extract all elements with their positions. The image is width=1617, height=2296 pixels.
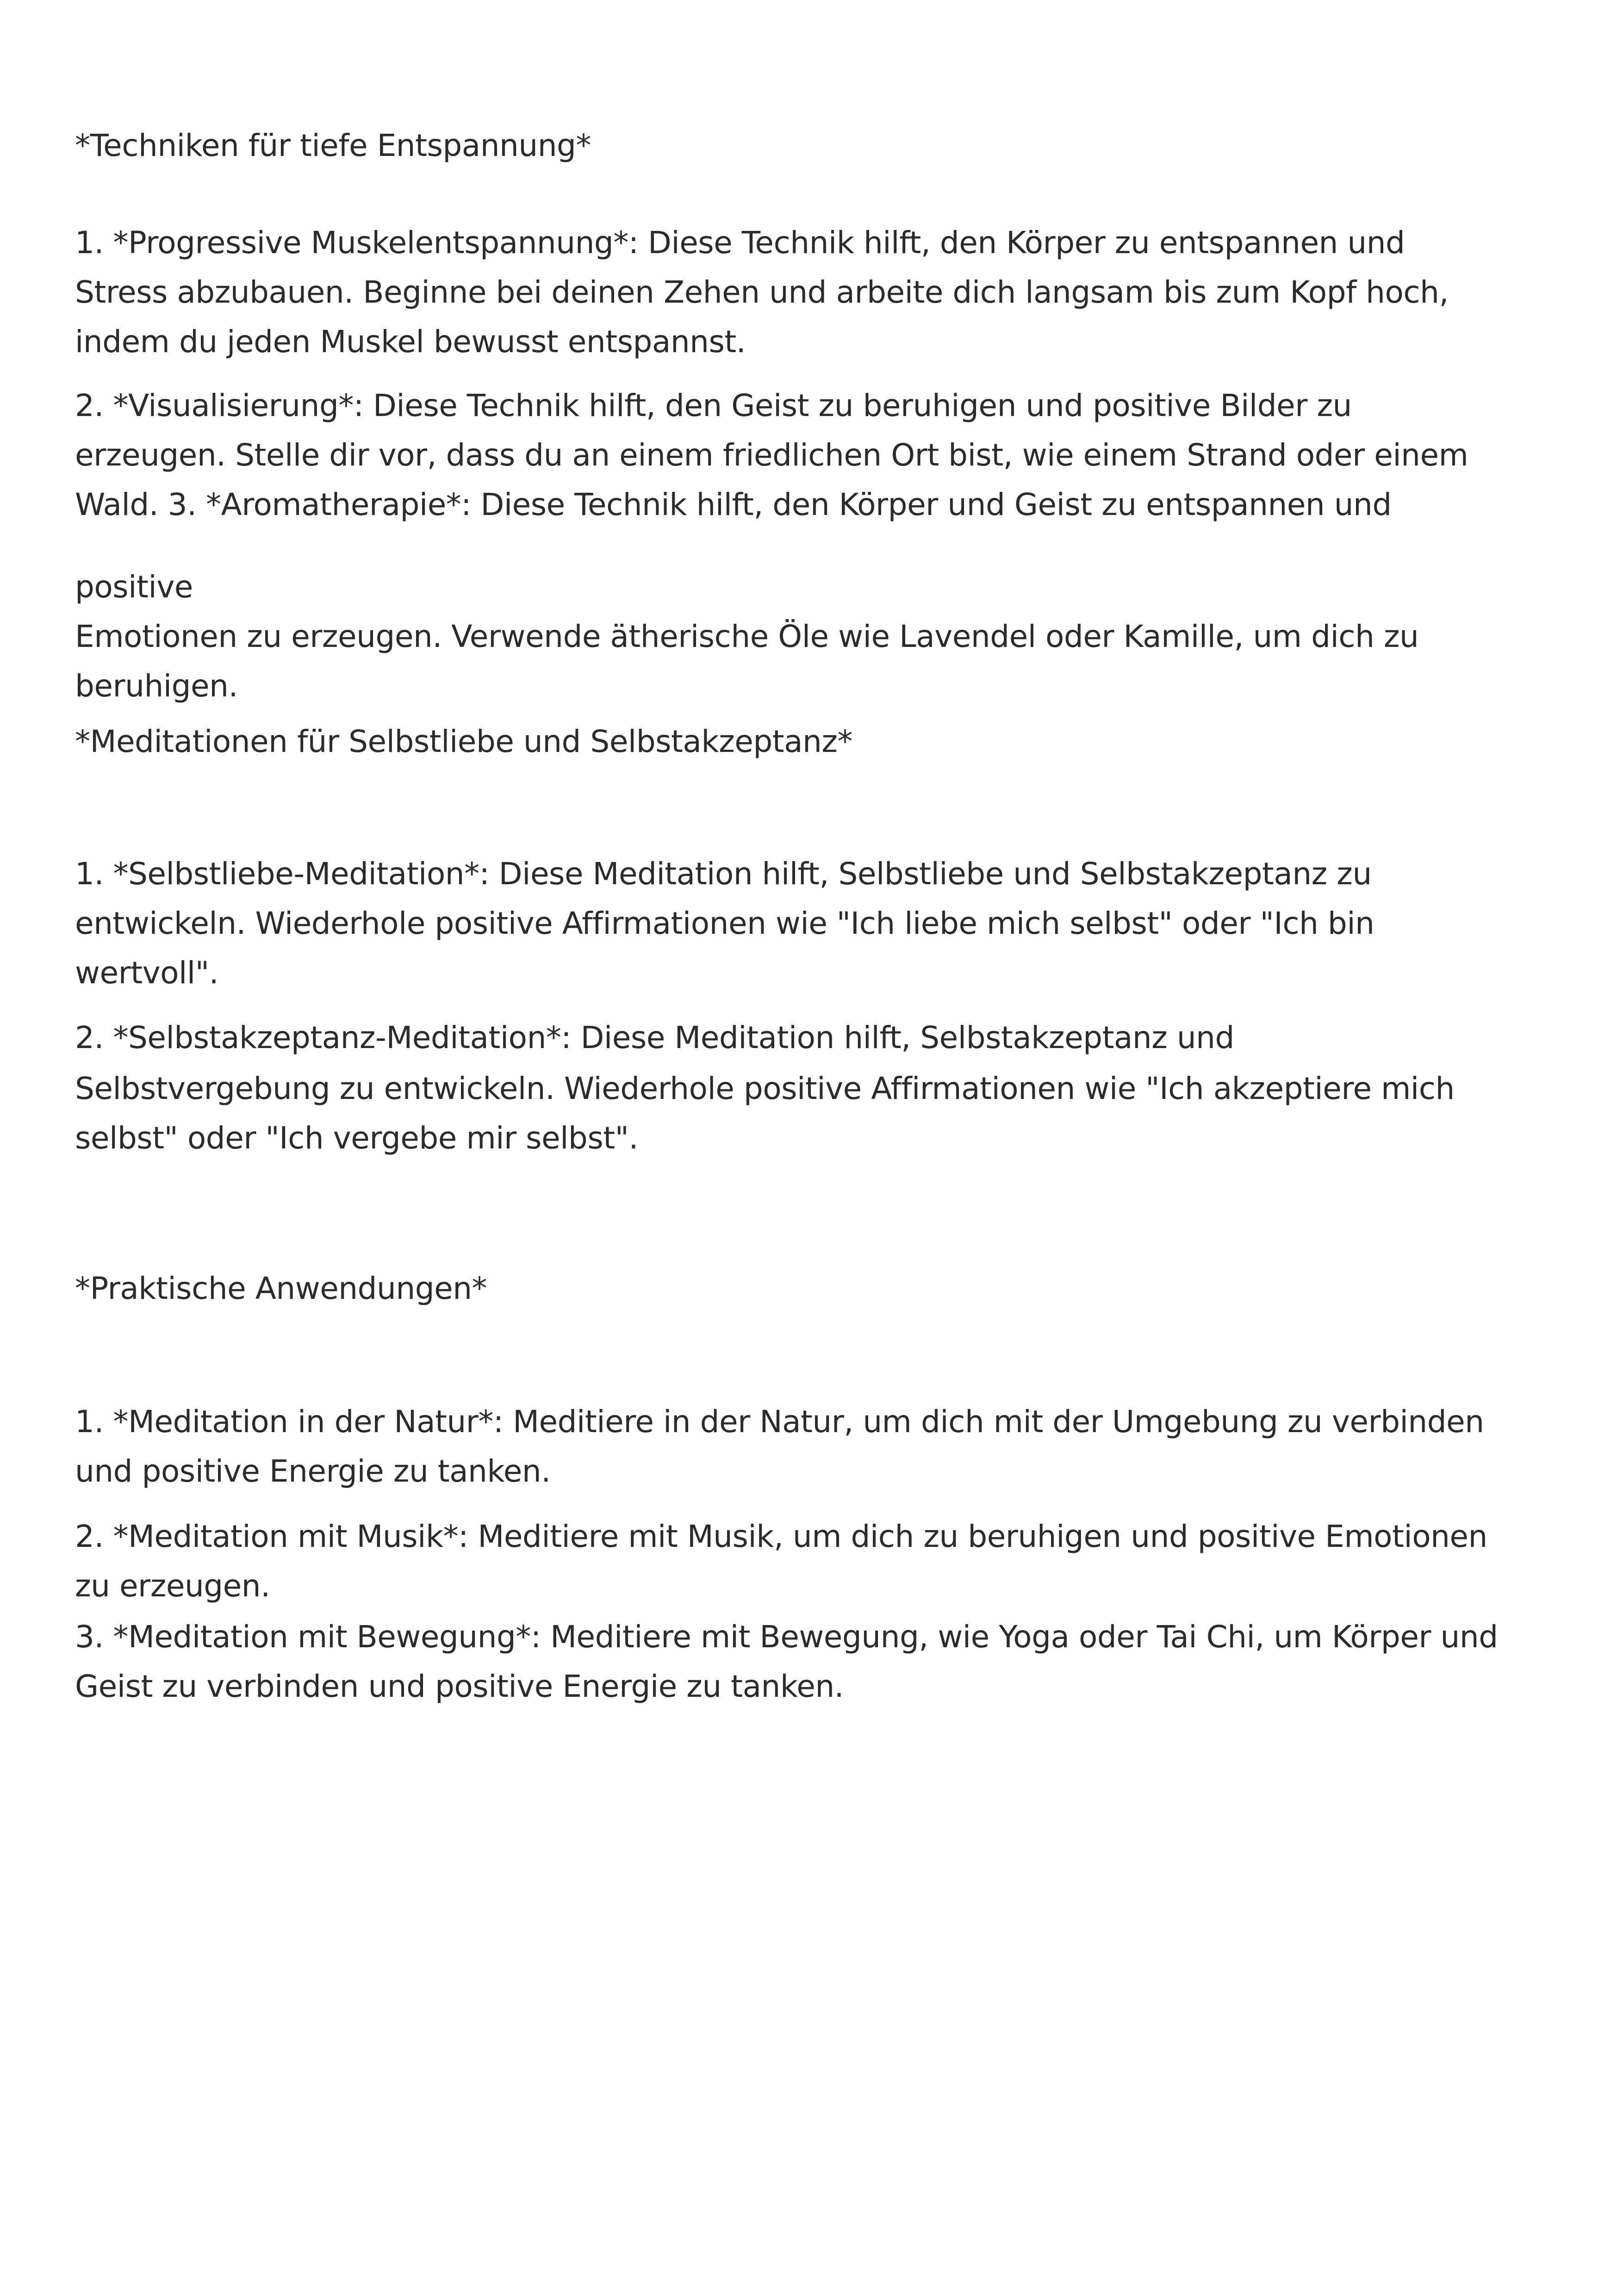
paragraph-line: 2. *Meditation mit Musik*: Meditiere mit Musik, um dich zu beruhigen und positive Emotionen: [75, 1519, 1487, 1554]
paragraph-line: und positive Energie zu tanken.: [75, 1453, 551, 1489]
section-heading-meditationen: *Meditationen für Selbstliebe und Selbstakzeptanz*: [75, 724, 853, 759]
paragraph-line: positive: [75, 569, 193, 605]
paragraph-line: 3. *Meditation mit Bewegung*: Meditiere mit Bewegung, wie Yoga oder Tai Chi, um Körper und: [75, 1619, 1498, 1655]
paragraph-line: entwickeln. Wiederhole positive Affirmationen wie "Ich liebe mich selbst" oder "Ich bin: [75, 906, 1374, 941]
paragraph-line: Emotionen zu erzeugen. Verwende ätherische Öle wie Lavendel oder Kamille, um dich zu: [75, 619, 1419, 654]
paragraph-line: 1. *Meditation in der Natur*: Meditiere in der Natur, um dich mit der Umgebung zu verbinden: [75, 1404, 1484, 1440]
paragraph-line: Stress abzubauen. Beginne bei deinen Zehen und arbeite dich langsam bis zum Kopf hoch,: [75, 274, 1449, 310]
section-heading-entspannung: *Techniken für tiefe Entspannung*: [75, 128, 591, 163]
paragraph-line: beruhigen.: [75, 668, 238, 704]
paragraph-line: Geist zu verbinden und positive Energie zu tanken.: [75, 1669, 844, 1704]
paragraph-line: Wald. 3. *Aromatherapie*: Diese Technik hilft, den Körper und Geist zu entspannen und: [75, 487, 1392, 522]
paragraph-line: 2. *Visualisierung*: Diese Technik hilft, den Geist zu beruhigen und positive Bilder zu: [75, 388, 1352, 423]
paragraph-line: 2. *Selbstakzeptanz-Meditation*: Diese Meditation hilft, Selbstakzeptanz und: [75, 1020, 1234, 1055]
paragraph-line: 1. *Selbstliebe-Meditation*: Diese Meditation hilft, Selbstliebe und Selbstakzeptanz zu: [75, 856, 1372, 892]
paragraph-line: erzeugen. Stelle dir vor, dass du an einem friedlichen Ort bist, wie einem Strand oder einem: [75, 437, 1468, 473]
paragraph-line: indem du jeden Muskel bewusst entspannst.: [75, 324, 746, 360]
paragraph-line: Selbstvergebung zu entwickeln. Wiederhole positive Affirmationen wie "Ich akzeptiere mich: [75, 1071, 1455, 1106]
paragraph-line: wertvoll".: [75, 955, 219, 991]
paragraph-line: 1. *Progressive Muskelentspannung*: Diese Technik hilft, den Körper zu entspannen und: [75, 225, 1405, 261]
section-heading-anwendungen: *Praktische Anwendungen*: [75, 1271, 487, 1306]
paragraph-line: selbst" oder "Ich vergebe mir selbst".: [75, 1120, 638, 1156]
paragraph-line: zu erzeugen.: [75, 1568, 270, 1604]
